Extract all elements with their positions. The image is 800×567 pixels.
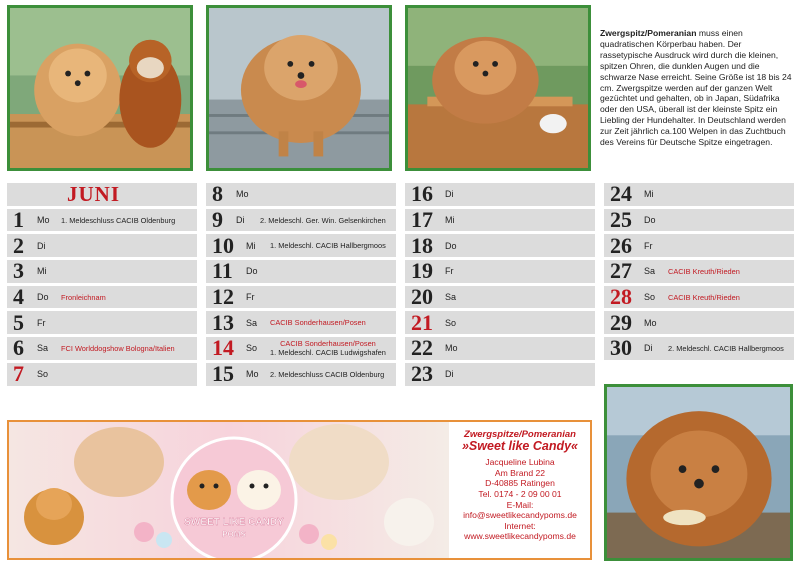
breed-name: Zwergspitz/Pomeranian [600,28,697,38]
day-row [405,286,595,312]
day-number: 12 [212,284,234,310]
weekday: Mi [644,189,654,200]
day-number: 25 [610,207,632,233]
weekday: Sa [445,292,457,303]
breeder-contact [451,430,589,542]
day-number: 20 [411,284,433,310]
day-row [405,311,595,337]
event-note: 2. Meldeschluss CACIB Oldenburg [270,369,385,379]
weekday: Do [644,215,656,226]
day-notes [270,318,366,327]
day-row [7,234,197,260]
weekday: Sa [37,343,49,354]
day-row [405,234,595,260]
calendar-column-3 [405,183,595,389]
day-row [7,363,197,389]
day-row [604,260,794,286]
ad-title: Zwergspitze/Pomeranian [464,429,576,440]
day-number: 8 [212,181,223,207]
ad-contact-phone: Tel. 0174 - 2 09 00 01 [478,488,562,499]
day-notes [668,293,740,302]
event-note: 1. Meldeschl. CACIB Ludwigshafen [270,348,386,358]
month-name: JUNI [67,181,121,206]
weekday: Fr [37,317,46,328]
day-row [405,260,595,286]
event-note: CACIB Kreuth/Rieden [668,266,740,276]
day-notes [270,370,384,379]
day-row [7,337,197,363]
day-number: 30 [610,335,632,361]
weekday: Mo [236,189,249,200]
day-row [206,260,396,286]
event-note: 1. Meldeschluss CACIB Oldenburg [61,215,176,225]
day-number: 7 [13,361,24,387]
day-notes [260,216,386,225]
weekday: Fr [445,266,454,277]
weekday: Fr [246,292,255,303]
day-notes [668,344,784,353]
breeder-ad-banner [7,420,592,560]
weekday: Do [445,240,457,251]
day-row [7,209,197,235]
weekday: Mi [37,266,47,277]
calendar-column-2 [206,183,396,389]
weekday: So [445,317,457,328]
event-note: FCI Worlddogshow Bologna/Italien [61,343,175,353]
day-number: 2 [13,232,24,258]
weekday: Sa [644,266,656,277]
day-number: 14 [212,335,234,361]
day-row [206,209,396,235]
weekday: So [37,369,49,380]
month-header [7,183,197,209]
day-number: 29 [610,309,632,335]
day-row [206,363,396,389]
ad-logo-sub: POMS [222,530,246,539]
day-row [405,337,595,363]
event-note: CACIB Sonderhausen/Posen [270,318,366,328]
weekday: So [246,343,258,354]
day-row [7,286,197,312]
day-number: 11 [212,258,233,284]
weekday: Fr [644,240,653,251]
weekday: Mi [445,215,455,226]
weekday: Mo [445,343,458,354]
day-row [405,183,595,209]
weekday: Di [644,343,653,354]
day-notes [668,267,740,276]
day-number: 13 [212,309,234,335]
ad-contact-street: Am Brand 22 [494,467,546,478]
day-row [604,209,794,235]
ad-kennel-name: »Sweet like Candy« [461,438,579,453]
weekday: Di [236,215,245,226]
day-row [206,286,396,312]
day-row [405,209,595,235]
day-notes [61,344,175,353]
breeder-ad-image [9,422,449,558]
day-notes [270,241,386,250]
day-number: 4 [13,284,24,310]
photo-pomeranian-closeup [604,384,793,561]
event-note: CACIB Sonderhausen/Posen [280,339,376,349]
day-number: 16 [411,181,433,207]
ad-contact-city: D-40885 Ratingen [485,478,555,489]
day-row [206,183,396,209]
calendar-column-4 [604,183,794,363]
day-number: 27 [610,258,632,284]
day-row [206,234,396,260]
day-row [604,337,794,363]
weekday: Mi [246,240,256,251]
photo-pomeranian-standing [206,5,392,171]
day-row [604,183,794,209]
day-number: 6 [13,335,24,361]
day-number: 23 [411,361,433,387]
day-row [405,363,595,389]
weekday: Do [37,292,49,303]
weekday: Di [37,240,46,251]
event-note: CACIB Kreuth/Rieden [668,292,740,302]
photo-pomeranian-in-basket [405,5,591,171]
event-note: Fronleichnam [61,292,106,302]
day-number: 18 [411,232,433,258]
day-number: 19 [411,258,433,284]
ad-contact-website[interactable]: www.sweetlikecandypoms.de [464,531,576,542]
day-number: 21 [411,309,433,335]
weekday: Mo [37,215,50,226]
day-number: 15 [212,361,234,387]
day-number: 24 [610,181,632,207]
day-notes [61,216,175,225]
event-note: 2. Meldeschl. CACIB Hallbergmoos [668,343,784,353]
event-note: 2. Meldeschl. Ger. Win. Gelsenkirchen [260,215,386,225]
breed-description-text: muss einen quadratischen Körperbau haben. Der rassetypische Ausdruck wird durch die kleinen, spitzen Ohren, die dunklen Augen und die schwarze Nase erreicht. Seine Größe ist 18 bis 24 cm. Zwergspitze werden auf der ganzen Welt gezüchtet und gehalten, ob in Japan, Südafrika oder den USA, überall ist der kleinste Spitz ein Liebling der Hundehalter. In Deutschland werden zur Zeit jährlich ca.100 Welpen in das Zuchtbuch des Vereins für Deutsche Spitze eingetragen. [600,28,792,148]
ad-contact-web-label: Internet: [504,520,536,531]
ad-contact-name: Jacqueline Lubina [485,457,555,468]
day-row [604,311,794,337]
ad-logo-text: SWEET LIKE CANDY [184,517,284,528]
day-row [206,337,396,363]
day-number: 17 [411,207,433,233]
day-number: 5 [13,309,24,335]
day-number: 10 [212,232,234,258]
weekday: Sa [246,317,258,328]
weekday: Do [246,266,258,277]
day-row [7,260,197,286]
day-row [604,234,794,260]
day-number: 3 [13,258,24,284]
calendar-column-1 [7,183,197,389]
day-row [7,311,197,337]
weekday: Mo [644,317,657,328]
day-row [206,311,396,337]
weekday: So [644,292,656,303]
event-note: 1. Meldeschl. CACIB Hallbergmoos [270,241,386,251]
day-row [604,286,794,312]
weekday: Mo [246,369,259,380]
day-number: 22 [411,335,433,361]
day-number: 9 [212,207,223,233]
day-notes [61,293,106,302]
breed-description [600,28,792,148]
ad-contact-email-label: E-Mail: [506,499,534,510]
day-notes [270,339,386,357]
day-number: 26 [610,232,632,258]
ad-contact-email[interactable]: info@sweetlikecandypoms.de [463,510,577,521]
weekday: Di [445,369,454,380]
weekday: Di [445,189,454,200]
day-number: 28 [610,284,632,310]
day-number: 1 [13,207,24,233]
photo-pomeranian-with-plush-monkey [7,5,193,171]
